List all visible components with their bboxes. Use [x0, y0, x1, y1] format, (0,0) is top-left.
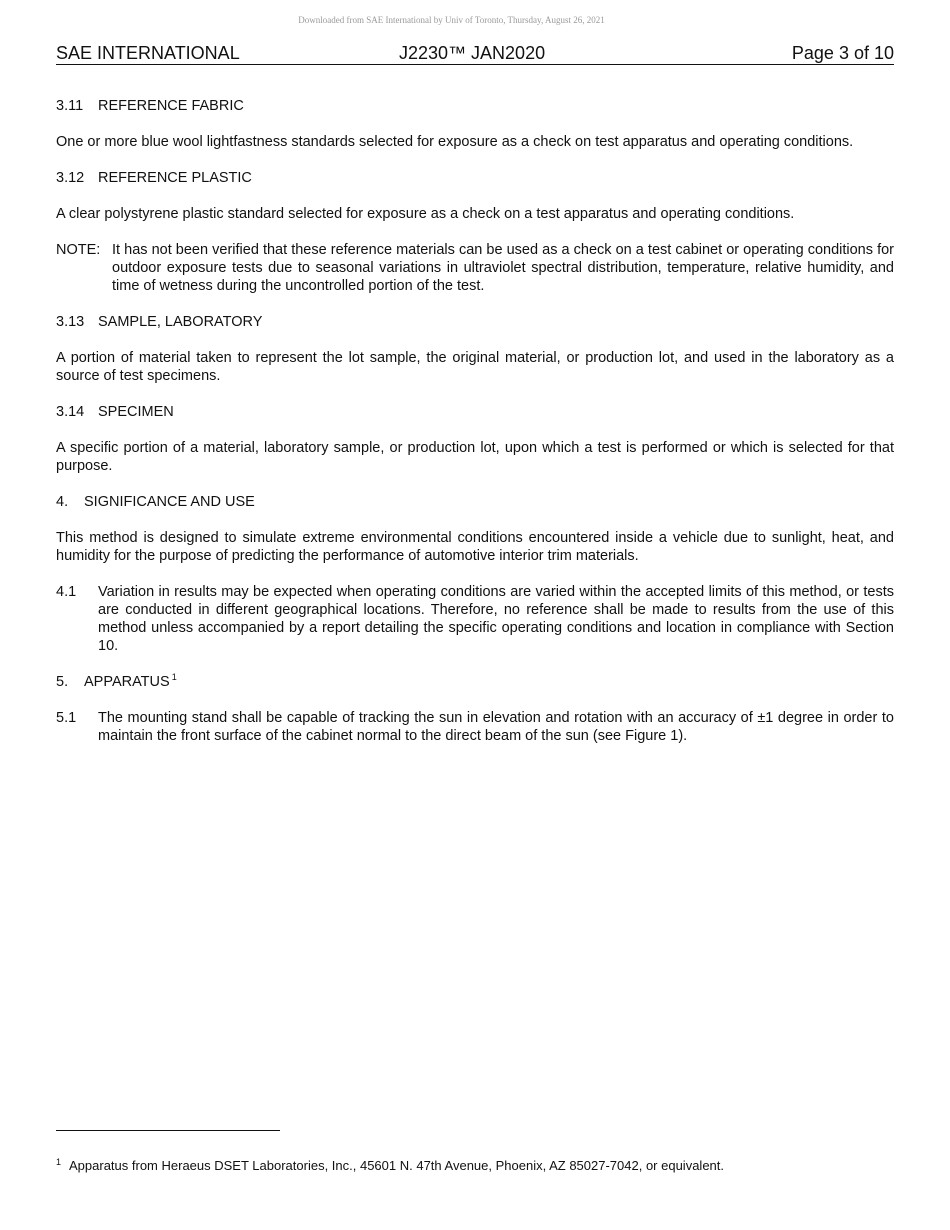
- clause-4-1: [56, 583, 894, 655]
- download-watermark: Downloaded from SAE International by Univ of Toronto, Thursday, August 26, 2021: [298, 15, 605, 25]
- section-3-12-text: A clear polystyrene plastic standard selected for exposure as a check on a test apparatus and operating conditions.: [56, 206, 795, 222]
- section-3-14-heading: [56, 403, 894, 421]
- page-header: [56, 43, 894, 65]
- section-5-heading: [56, 673, 894, 691]
- header-doc-id: J2230™ JAN2020: [399, 43, 546, 63]
- document-body: [56, 97, 894, 763]
- section-3-14-text: A specific portion of a material, laboratory sample, or production lot, upon which a test is performed or which is selected for that purpose.: [56, 440, 894, 474]
- footnote-reference[interactable]: 1: [171, 672, 177, 683]
- section-title: REFERENCE FABRIC: [98, 98, 244, 114]
- footnote: [56, 1158, 724, 1174]
- clause-number: 5.1: [56, 710, 77, 726]
- footnote-divider: [56, 1130, 280, 1131]
- section-number: 4.: [56, 494, 69, 510]
- note-block: [56, 241, 894, 295]
- header-page-number: Page 3 of 10: [791, 43, 894, 63]
- section-title: SIGNIFICANCE AND USE: [84, 494, 255, 510]
- section-title: APPARATUS: [84, 674, 170, 690]
- section-3-11-heading: [56, 97, 894, 115]
- footnote-marker: 1: [56, 1156, 62, 1167]
- section-3-12-heading: [56, 169, 894, 187]
- section-4-heading: [56, 493, 894, 511]
- section-number: 3.14: [56, 404, 85, 420]
- section-number: 3.11: [56, 98, 84, 114]
- clause-number: 4.1: [56, 584, 77, 600]
- note-label: NOTE:: [56, 242, 101, 258]
- section-3-11-text: One or more blue wool lightfastness standards selected for exposure as a check on test apparatus and operating conditions.: [56, 134, 854, 150]
- note-text: It has not been verified that these reference materials can be used as a check on a test cabinet or operating conditions for outdoor exposure tests due to seasonal variations in ultraviolet spectral distribution, temperature, relative humidity, and time of wetness during the uncontrolled portion of the test.: [112, 242, 894, 294]
- clause-5-1: [56, 709, 894, 745]
- section-4-text: This method is designed to simulate extreme environmental conditions encountered inside a vehicle due to sunlight, heat, and humidity for the purpose of predicting the performance of automotive interior trim materials.: [56, 530, 894, 564]
- section-number: 3.13: [56, 314, 85, 330]
- section-3-13-text: A portion of material taken to represent the lot sample, the original material, or production lot, and used in the laboratory as a source of test specimens.: [56, 350, 894, 384]
- section-title: SPECIMEN: [98, 404, 174, 420]
- clause-text: Variation in results may be expected when operating conditions are varied within the accepted limits of this method, or tests are conducted in different geographical locations. Therefore, no reference shall be made to results from the use of this method unless accompanied by a report detailing the specific operating conditions and location in compliance with Section 10.: [98, 584, 894, 654]
- section-3-13-heading: [56, 313, 894, 331]
- footnote-text: Apparatus from Heraeus DSET Laboratories, Inc., 45601 N. 47th Avenue, Phoenix, AZ 85027-7042, or equivalent.: [69, 1158, 724, 1173]
- header-org: SAE INTERNATIONAL: [56, 43, 240, 63]
- section-number: 5.: [56, 674, 69, 690]
- section-title: SAMPLE, LABORATORY: [98, 314, 263, 330]
- section-number: 3.12: [56, 170, 85, 186]
- section-title: REFERENCE PLASTIC: [98, 170, 252, 186]
- clause-text: The mounting stand shall be capable of tracking the sun in elevation and rotation with an accuracy of ±1 degree in order to maintain the front surface of the cabinet normal to the direct beam of the sun (see Figure 1).: [98, 710, 894, 744]
